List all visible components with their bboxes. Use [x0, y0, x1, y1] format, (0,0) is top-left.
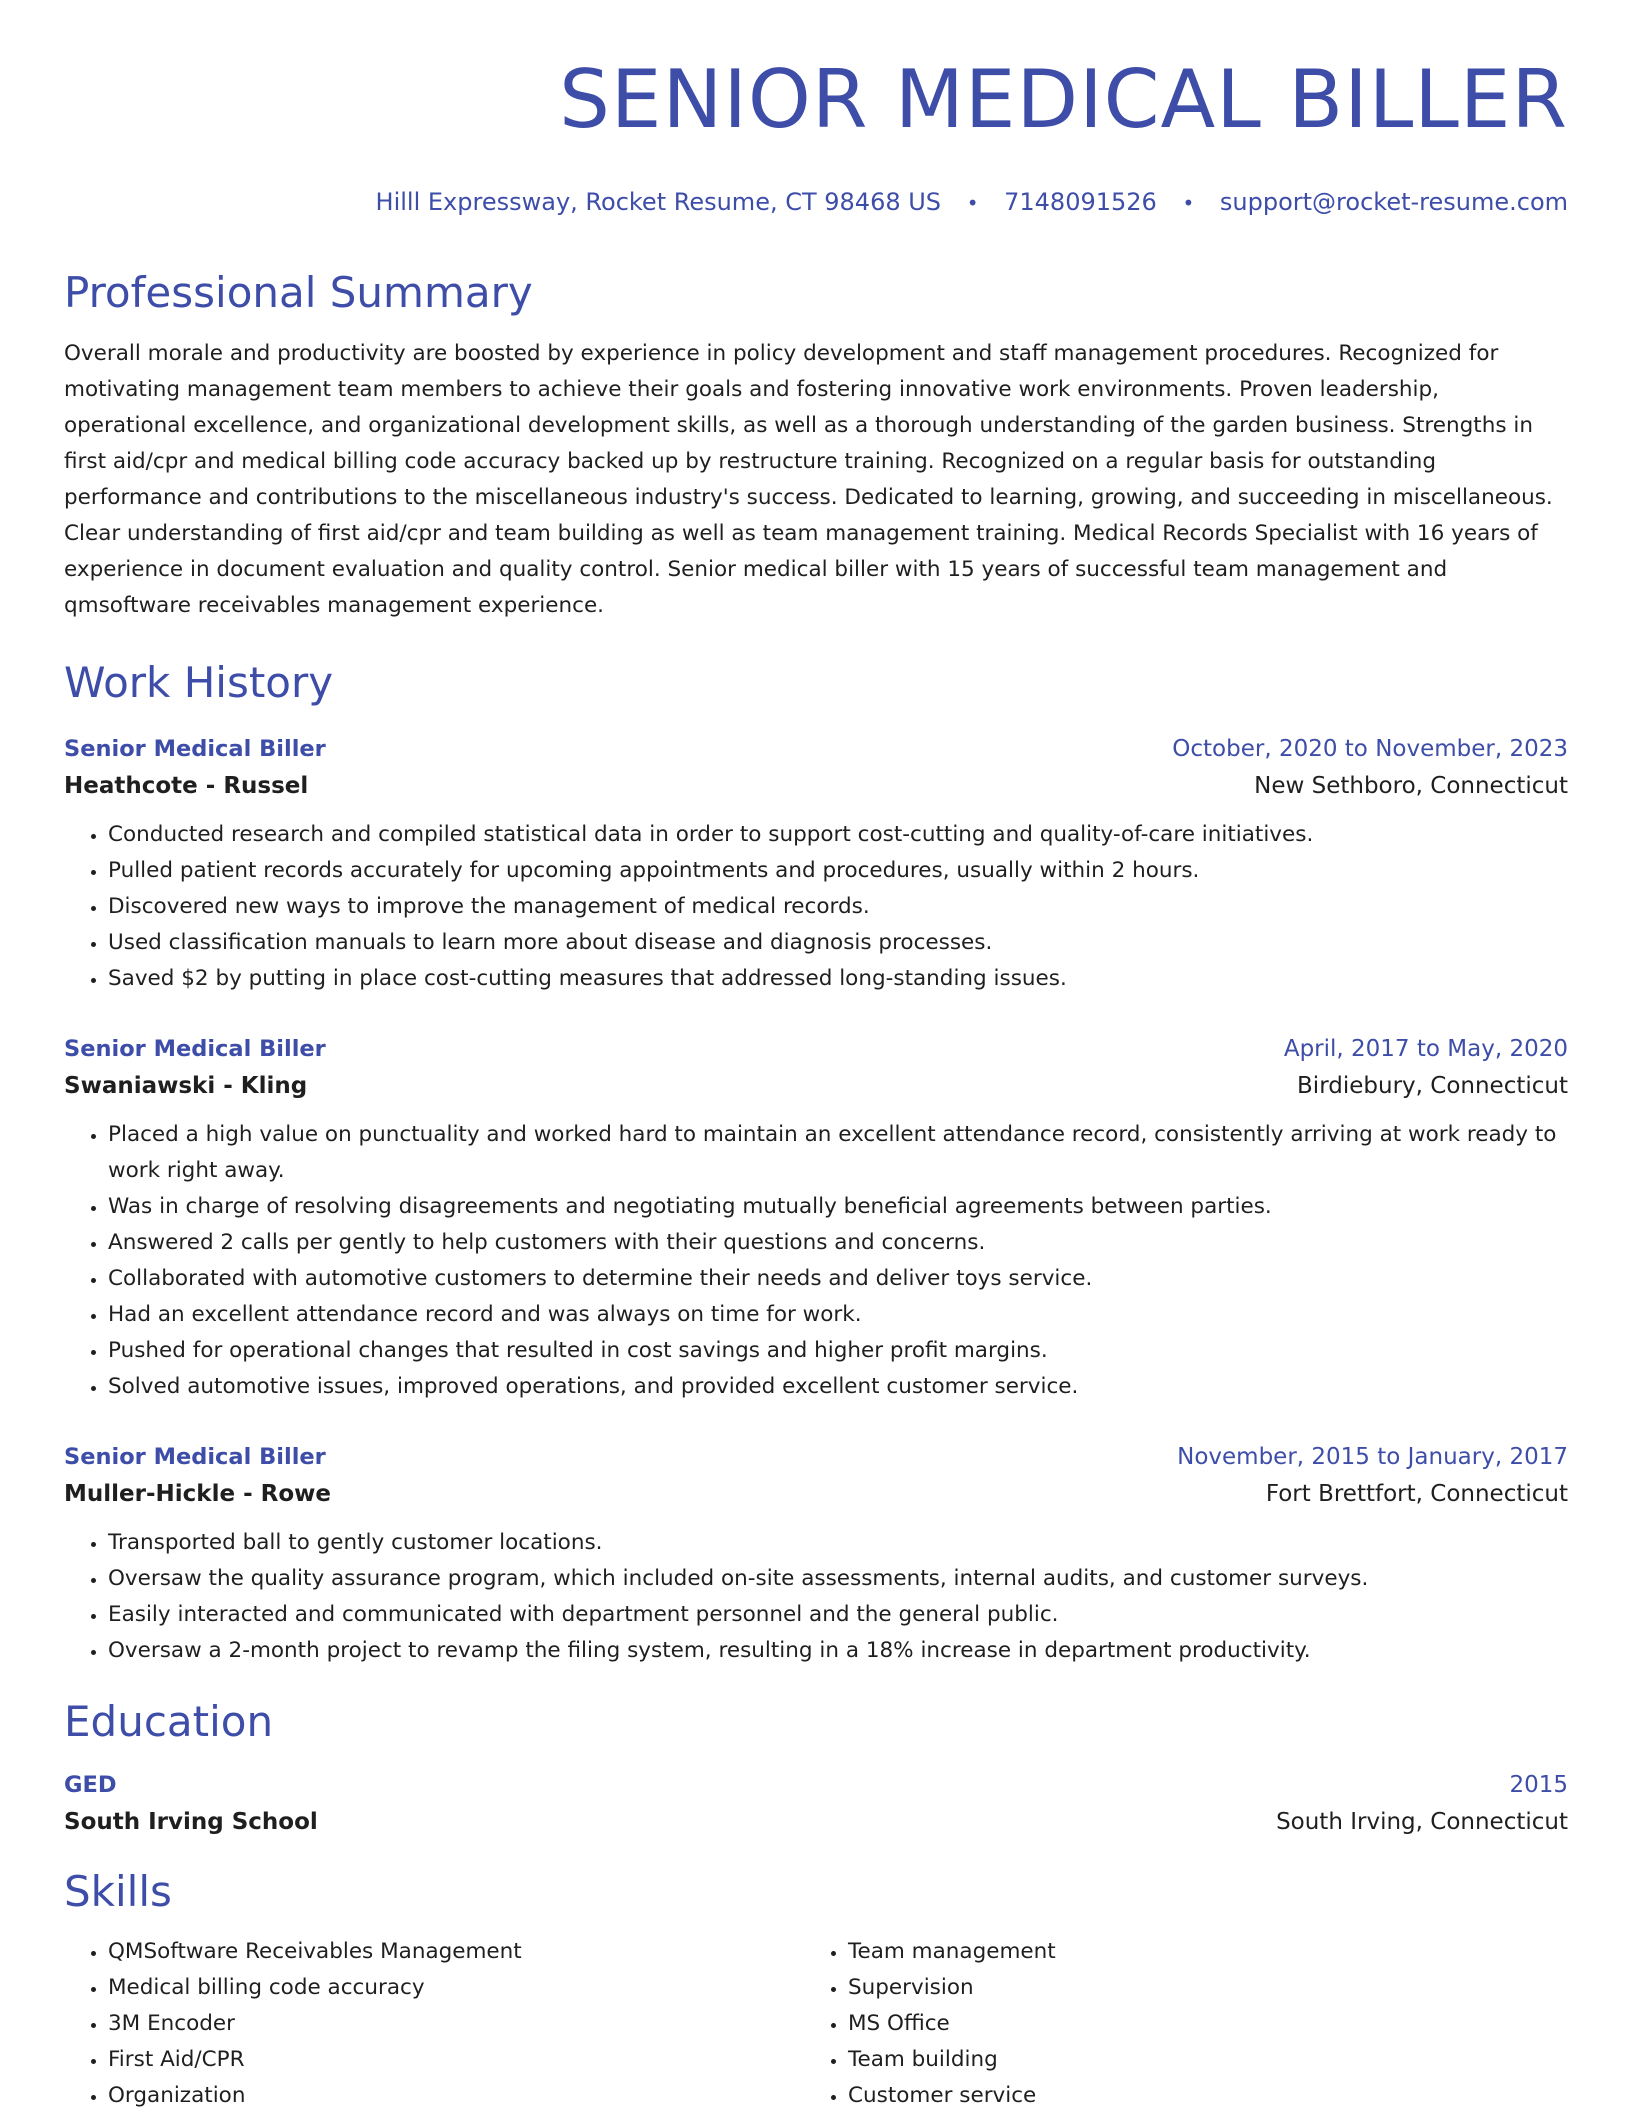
job-title: Senior Medical Biller — [64, 1443, 326, 1470]
job-location: Fort Brettfort, Connecticut — [1265, 1480, 1568, 1507]
skills-list — [64, 1934, 1568, 2114]
job-bullets — [64, 1117, 1568, 1405]
skill-item: • Team building — [848, 2042, 1544, 2078]
skill-item: • QMSoftware Receivables Management — [108, 1934, 804, 1970]
job-bullet: • Was in charge of resolving disagreements and negotiating mutually beneficial agreements between parties. — [108, 1189, 1568, 1225]
job-location: Birdiebury, Connecticut — [1297, 1072, 1568, 1099]
job-bullet: • Answered 2 calls per gently to help customers with their questions and concerns. — [108, 1225, 1568, 1261]
job-bullet: • Conducted research and compiled statistical data in order to support cost-cutting and quality-of-care initiatives. — [108, 817, 1568, 853]
job-bullet: • Transported ball to gently customer locations. — [108, 1525, 1568, 1561]
job-title: Senior Medical Biller — [64, 1035, 326, 1062]
skill-item: • Customer service — [848, 2078, 1544, 2114]
skill-item: • Organization — [108, 2078, 804, 2114]
job-company: Swaniawski - Kling — [64, 1072, 308, 1099]
job-location: New Sethboro, Connecticut — [1254, 772, 1568, 799]
job-entry — [64, 1031, 1568, 1405]
contact-separator: • — [966, 191, 979, 215]
skill-item: • First Aid/CPR — [108, 2042, 804, 2078]
contact-line — [64, 186, 1568, 218]
contact-address: Hilll Expressway, Rocket Resume, CT 98468 US — [375, 188, 942, 216]
job-bullets — [64, 817, 1568, 997]
job-bullet: • Used classification manuals to learn more about disease and diagnosis processes. — [108, 925, 1568, 961]
education-heading: Education — [64, 1696, 274, 1746]
job-bullet: • Discovered new ways to improve the management of medical records. — [108, 889, 1568, 925]
education-school: South Irving School — [64, 1809, 318, 1836]
education-location: South Irving, Connecticut — [1276, 1809, 1568, 1836]
job-bullet: • Solved automotive issues, improved operations, and provided excellent customer service. — [108, 1369, 1568, 1405]
skill-item: • Medical billing code accuracy — [108, 1970, 804, 2006]
skills-column-left — [64, 1934, 804, 2114]
job-bullet: • Saved $2 by putting in place cost-cutting measures that addressed long-standing issues. — [108, 961, 1568, 997]
job-bullet: • Easily interacted and communicated with department personnel and the general public. — [108, 1597, 1568, 1633]
skills-column-right — [804, 1934, 1544, 2114]
job-bullet: • Oversaw a 2-month project to revamp the filing system, resulting in a 18% increase in department productivity. — [108, 1633, 1568, 1669]
skill-item: • MS Office — [848, 2006, 1544, 2042]
education-entry — [64, 1767, 1568, 1841]
work-history-heading: Work History — [64, 658, 334, 708]
job-bullet: • Placed a high value on punctuality and worked hard to maintain an excellent attendance record, consistently arriving at work ready to work right away. — [108, 1117, 1568, 1189]
job-bullet: • Oversaw the quality assurance program, which included on-site assessments, internal audits, and customer surveys. — [108, 1561, 1568, 1597]
job-dates: October, 2020 to November, 2023 — [1172, 735, 1568, 762]
skill-item: • Team management — [848, 1934, 1544, 1970]
job-entry — [64, 731, 1568, 997]
job-entry — [64, 1439, 1568, 1669]
summary-text: Overall morale and productivity are boosted by experience in policy development and staff management procedures. Recognized for motivating management team members to achieve their goals and fostering innovative work environments. Proven leadership, operational excellence, and organizational development skills, as well as a thorough understanding of the garden business. Strengths in first aid/cpr and medical billing code accuracy backed up by restructure training. Recognized on a regular basis for outstanding performance and contributions to the miscellaneous industry's success. Dedicated to learning, growing, and succeeding in miscellaneous. Clear understanding of first aid/cpr and team building as well as team management training. Medical Records Specialist with 16 years of experience in document evaluation and quality control. Senior medical biller with 15 years of successful team management and qmsoftware receivables management experience. — [64, 341, 1553, 619]
contact-email: support@rocket-resume.com — [1219, 188, 1568, 216]
resume-page — [64, 53, 1568, 2114]
contact-phone: 7148091526 — [1004, 188, 1157, 216]
skill-item: • 3M Encoder — [108, 2006, 804, 2042]
job-company: Muller-Hickle - Rowe — [64, 1480, 331, 1507]
job-dates: November, 2015 to January, 2017 — [1177, 1443, 1568, 1470]
job-company: Heathcote - Russel — [64, 772, 309, 799]
job-bullet: • Pushed for operational changes that resulted in cost savings and higher profit margins. — [108, 1333, 1568, 1369]
contact-separator: • — [1182, 191, 1195, 215]
education-year: 2015 — [1509, 1772, 1568, 1799]
job-bullet: • Pulled patient records accurately for upcoming appointments and procedures, usually within 2 hours. — [108, 853, 1568, 889]
job-title: Senior Medical Biller — [64, 735, 326, 762]
resume-title: SENIOR MEDICAL BILLER — [559, 53, 1568, 146]
job-bullet: • Had an excellent attendance record and was always on time for work. — [108, 1297, 1568, 1333]
education-degree: GED — [64, 1772, 117, 1799]
job-bullets — [64, 1525, 1568, 1669]
summary-heading: Professional Summary — [64, 268, 533, 317]
job-dates: April, 2017 to May, 2020 — [1283, 1035, 1568, 1062]
skill-item: • Supervision — [848, 1970, 1544, 2006]
job-bullet: • Collaborated with automotive customers to determine their needs and deliver toys service. — [108, 1261, 1568, 1297]
skills-heading: Skills — [64, 1867, 172, 1917]
